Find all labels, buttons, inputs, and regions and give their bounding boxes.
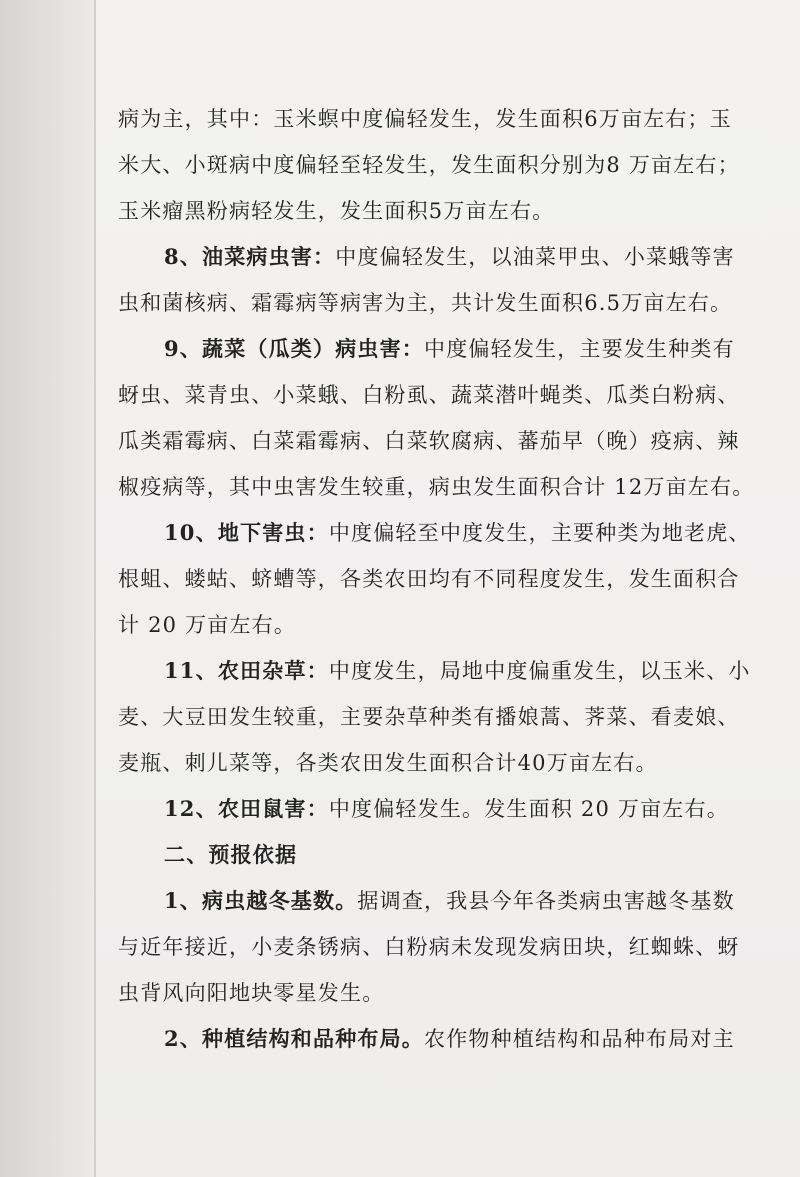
paragraph-rodent-damage: [118, 786, 748, 832]
section-heading: 10、地下害虫：: [164, 520, 329, 545]
paragraph-rapeseed-pests: [118, 234, 748, 326]
paragraph-farmland-weeds: [118, 648, 751, 786]
text-line: 虫和菌核病、霜霉病等病害为主，共计发生面积6.5万亩左右。: [118, 291, 733, 315]
text-line: 蚜虫、菜青虫、小菜蛾、白粉虱、蔬菜潜叶蝇类、瓜类白粉病、: [118, 383, 740, 407]
section-text: 中度偏轻至中度发生，主要种类为地老虎、: [328, 521, 751, 545]
text-line: [118, 510, 751, 556]
text-line: [118, 1016, 748, 1062]
section-heading: 2、种植结构和品种布局。: [164, 1026, 425, 1051]
text-line: 病为主，其中：玉米螟中度偏轻发生，发生面积6万亩左右；玉: [118, 107, 732, 131]
section-heading: 9、蔬菜（瓜类）病虫害：: [164, 336, 425, 361]
paragraph-underground-pests: [118, 510, 751, 648]
section-title-forecast-basis: [118, 832, 748, 878]
text-line: 米大、小斑病中度偏轻至轻发生，发生面积分别为8 万亩左右；: [118, 153, 740, 177]
text-line: 根蛆、蝼蛄、蛴螬等，各类农田均有不同程度发生，发生面积合: [118, 567, 740, 591]
section-text: 农作物种植结构和品种布局对主: [424, 1027, 735, 1051]
section-text: 中度偏轻发生，主要发生种类有: [424, 337, 735, 361]
text-line: 玉米瘤黑粉病轻发生，发生面积5万亩左右。: [118, 199, 555, 223]
text-line: [118, 326, 748, 372]
text-line: 计 20 万亩左右。: [118, 613, 297, 637]
paragraph-overwintering-base: [118, 878, 748, 1016]
section-text: 中度偏轻发生。发生面积 20 万亩左右。: [328, 797, 729, 821]
document-body: [118, 96, 755, 1062]
text-line: 麦瓶、刺儿菜等，各类农田发生面积合计40万亩左右。: [118, 751, 658, 775]
section-text: 中度发生，局地中度偏重发生，以玉米、小: [328, 659, 751, 683]
text-line: [118, 648, 751, 694]
paragraph-vegetable-pests: [118, 326, 755, 510]
scan-left-margin: [0, 0, 95, 1177]
text-line: 椒疫病等，其中虫害发生较重，病虫发生面积合计 12万亩左右。: [118, 475, 755, 499]
text-line: 麦、大豆田发生较重，主要杂草种类有播娘蒿、荠菜、看麦娘、: [118, 705, 740, 729]
section-heading: 1、病虫越冬基数。: [164, 888, 358, 913]
paragraph-corn-diseases: [118, 96, 748, 234]
text-line: 瓜类霜霉病、白菜霜霉病、白菜软腐病、蕃茄早（晚）疫病、辣: [118, 429, 740, 453]
text-line: [118, 832, 748, 878]
section-text: 据调查，我县今年各类病虫害越冬基数: [357, 889, 735, 913]
section-text: 中度偏轻发生，以油菜甲虫、小菜蛾等害: [335, 245, 735, 269]
section-heading: 12、农田鼠害：: [164, 796, 329, 821]
text-line: 虫背风向阳地块零星发生。: [118, 981, 385, 1005]
text-line: 与近年接近，小麦条锈病、白粉病未发现发病田块，红蜘蛛、蚜: [118, 935, 740, 959]
text-line: [118, 234, 748, 280]
section-heading: 8、油菜病虫害：: [164, 244, 336, 269]
text-line: [118, 878, 748, 924]
section-heading: 二、预报依据: [164, 842, 298, 867]
section-heading: 11、农田杂草：: [164, 658, 329, 683]
paragraph-planting-structure: [118, 1016, 748, 1062]
text-line: [118, 786, 748, 832]
